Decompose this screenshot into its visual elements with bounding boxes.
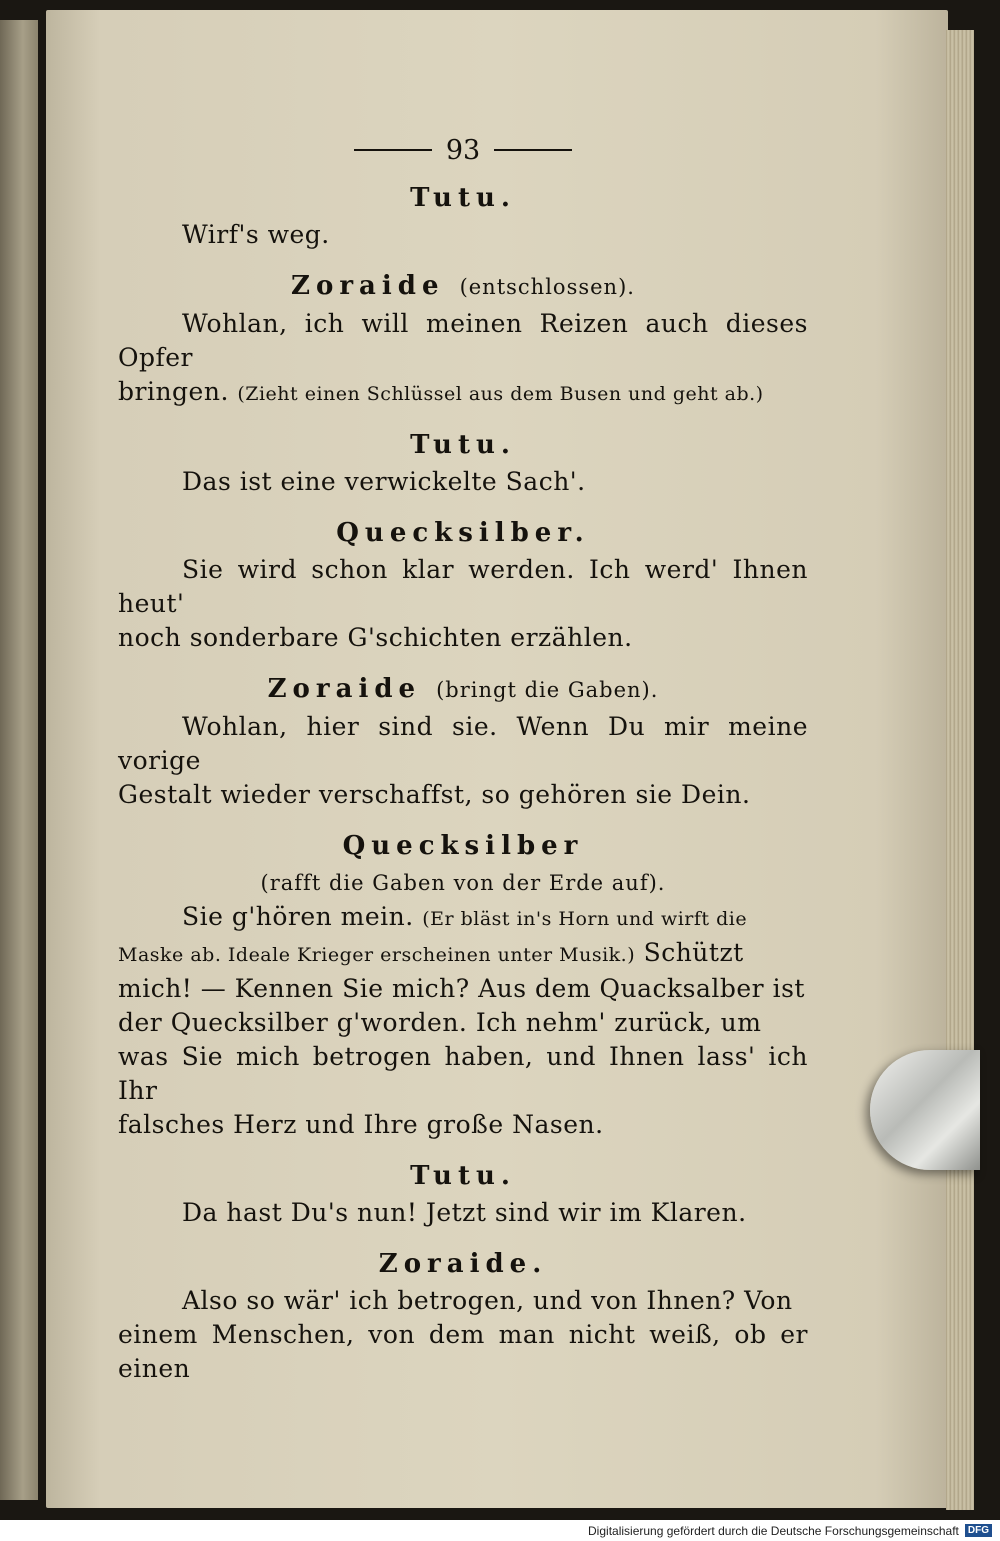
dialogue-line bbox=[118, 1318, 808, 1386]
dialogue-line bbox=[118, 1040, 808, 1108]
speaker-heading bbox=[118, 513, 808, 553]
dialogue-text: der Quecksilber g'worden. Ich nehm' zurück, um bbox=[118, 1008, 762, 1037]
footer-credit: Digitalisierung gefördert durch die Deutsche Forschungsgemeinschaft bbox=[588, 1523, 959, 1538]
speaker-name: Quecksilber bbox=[342, 831, 584, 861]
stage-direction: (bringt die Gaben). bbox=[436, 678, 659, 702]
page-clip bbox=[870, 1050, 980, 1170]
dialogue-line bbox=[118, 972, 808, 1006]
speaker-heading bbox=[118, 669, 808, 710]
dialogue-line bbox=[118, 778, 808, 812]
dialogue-line bbox=[118, 621, 808, 655]
speaker-heading bbox=[118, 1156, 808, 1196]
dialogue-text: was Sie mich betrogen haben, und Ihnen lass' ich Ihr bbox=[118, 1042, 808, 1105]
speaker-heading bbox=[118, 178, 808, 218]
play-text bbox=[118, 178, 808, 1386]
speaker-heading bbox=[118, 425, 808, 465]
dialogue-text: Schützt bbox=[643, 938, 744, 967]
speaker-name: Zoraide bbox=[267, 674, 422, 704]
speaker-name: Quecksilber. bbox=[336, 518, 590, 548]
stage-direction: (Er bläst in's Horn und wirft die bbox=[422, 908, 748, 930]
dialogue-text: Das ist eine verwickelte Sach'. bbox=[182, 467, 586, 496]
dialogue-line bbox=[118, 218, 808, 252]
dialogue-line bbox=[118, 553, 808, 621]
dialogue-line bbox=[118, 1006, 808, 1040]
dialogue-line bbox=[118, 936, 808, 972]
dialogue-text: Also so wär' ich betrogen, und von Ihnen? Von bbox=[182, 1286, 793, 1315]
dialogue-text: bringen. bbox=[118, 377, 229, 406]
dialogue-text: Wohlan, hier sind sie. Wenn Du mir meine vorige bbox=[118, 712, 808, 775]
speaker-heading bbox=[118, 1244, 808, 1284]
footer-bar bbox=[0, 1520, 1000, 1541]
header-rule-right bbox=[494, 149, 572, 151]
dialogue-line bbox=[118, 1108, 808, 1142]
dialogue-line bbox=[118, 375, 808, 411]
dfg-logo: DFG bbox=[965, 1524, 992, 1537]
stage-direction: (entschlossen). bbox=[459, 275, 635, 299]
dialogue-line bbox=[118, 900, 808, 936]
speaker-name: Tutu. bbox=[410, 1161, 516, 1191]
dialogue-text: Sie g'hören mein. bbox=[182, 902, 414, 931]
dialogue-text: Wirf's weg. bbox=[182, 220, 330, 249]
speaker-name: Tutu. bbox=[410, 183, 516, 213]
dialogue-text: Gestalt wieder verschaffst, so gehören sie Dein. bbox=[118, 780, 751, 809]
dialogue-text: falsches Herz und Ihre große Nasen. bbox=[118, 1110, 604, 1139]
dialogue-text: Da hast Du's nun! Jetzt sind wir im Klaren. bbox=[182, 1198, 747, 1227]
page-text bbox=[118, 130, 808, 1386]
page-header bbox=[118, 130, 808, 170]
speaker-name: Zoraide bbox=[291, 271, 445, 301]
speaker-heading bbox=[118, 826, 808, 866]
speaker-name: Tutu. bbox=[410, 430, 516, 460]
header-rule-left bbox=[354, 149, 432, 151]
dialogue-line bbox=[118, 307, 808, 375]
stage-direction: Maske ab. Ideale Krieger erscheinen unter Musik.) bbox=[118, 944, 636, 966]
dialogue-text: einem Menschen, von dem man nicht weiß, ob er einen bbox=[118, 1320, 808, 1383]
dialogue-text: Wohlan, ich will meinen Reizen auch dieses Opfer bbox=[118, 309, 808, 372]
stage-direction: (Zieht einen Schlüssel aus dem Busen und geht ab.) bbox=[237, 383, 764, 405]
page-stack-edge bbox=[946, 30, 974, 1510]
dialogue-text: noch sonderbare G'schichten erzählen. bbox=[118, 623, 633, 652]
dialogue-line bbox=[118, 710, 808, 778]
stage-direction: (rafft die Gaben von der Erde auf). bbox=[260, 871, 666, 895]
dialogue-text: mich! — Kennen Sie mich? Aus dem Quacksalber ist bbox=[118, 974, 805, 1003]
dialogue-line bbox=[118, 1196, 808, 1230]
dialogue-line bbox=[118, 465, 808, 499]
speaker-name: Zoraide. bbox=[378, 1249, 548, 1279]
previous-page-edge bbox=[0, 20, 38, 1500]
dialogue-line bbox=[118, 1284, 808, 1318]
speaker-heading bbox=[118, 266, 808, 307]
dialogue-text: Sie wird schon klar werden. Ich werd' Ihnen heut' bbox=[118, 555, 808, 618]
page-number: 93 bbox=[445, 134, 481, 166]
